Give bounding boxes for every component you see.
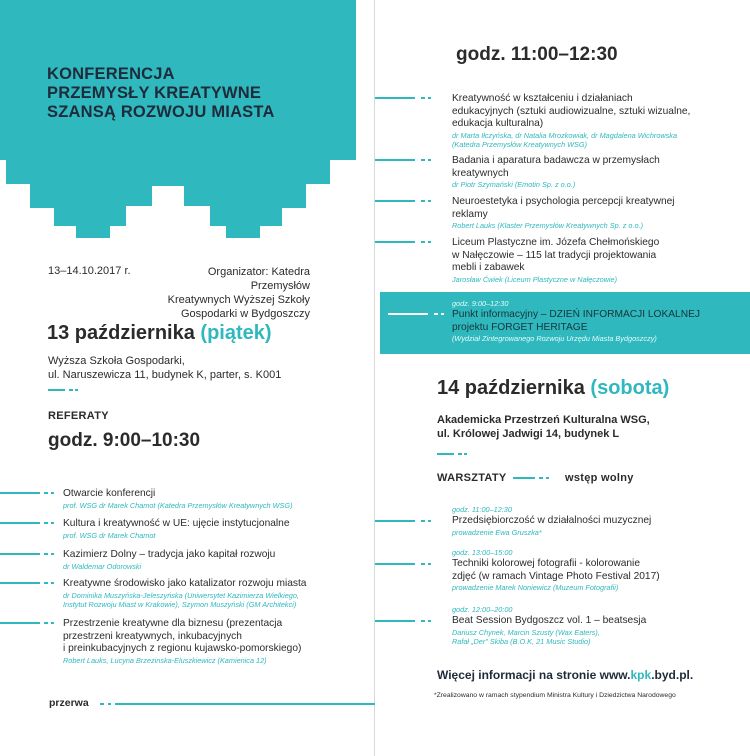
item-title: i preinkubacyjnych z regionu kujawsko-pomorskiego) bbox=[63, 643, 302, 654]
item-title: Kazimierz Dolny – tradycja jako kapitał rozwoju bbox=[63, 549, 276, 560]
item-speakers: prof. WSG dr Marek Chamot bbox=[63, 530, 156, 540]
day1-date: 13 października bbox=[47, 322, 195, 344]
item-speakers: Dariusz Chynek, Marcin Szusty (Wax Eaters), bbox=[452, 627, 600, 637]
item-speakers: Jarosław Ćwiek (Liceum Plastyczne w Nałęczowie) bbox=[452, 274, 618, 284]
item-title: Punkt informacyjny – DZIEŃ INFORMACJI LOKALNEJ bbox=[452, 309, 700, 320]
item-title: Otwarcie konferencji bbox=[63, 488, 156, 499]
break-label: przerwa bbox=[49, 697, 89, 709]
organizer-line: Gospodarki w Bydgoszczy bbox=[181, 308, 310, 320]
footnote: *Zrealizowano w ramach stypendium Ministra Kultury i Dziedzictwa Narodowego bbox=[434, 692, 676, 699]
item-title: projektu FORGET HERITAGE bbox=[452, 321, 588, 333]
organizer-line: Organizator: Katedra Przemysłów bbox=[207, 266, 310, 292]
item-speakers: prowadzenie Marek Noniewicz (Muzeum Fotografii) bbox=[452, 583, 619, 592]
item-speakers: dr Dominika Muszyńska-Jeleszyńska (Uniwersytet Kazimierza Wielkiego, bbox=[63, 590, 299, 600]
item-speakers: dr Marta Iłczyńska, dr Natalia Mrozkowiak, dr Magdalena Wichrowska bbox=[452, 130, 677, 140]
item-speakers: dr Waldemar Odorowski bbox=[63, 561, 142, 571]
item-speakers: (Wydział Zintegrowanego Rozwoju Urzędu Miasta Bydgoszczy) bbox=[452, 334, 657, 343]
item-title: Kreatywne środowisko jako katalizator rozwoju miasta bbox=[63, 578, 307, 589]
list-item bbox=[63, 518, 363, 540]
item-speakers: Robert Lauks (Klaster Przemysłów Kreatywnych Sp. z o.o.) bbox=[452, 221, 644, 230]
list-item bbox=[452, 93, 750, 150]
conference-dates: 13–14.10.2017 r. bbox=[48, 265, 131, 277]
item-marker bbox=[0, 492, 55, 494]
item-title: Kreatywność w kształceniu i działaniach bbox=[452, 93, 633, 104]
item-title: Przestrzenie kreatywne dla biznesu (prezentacja bbox=[63, 618, 283, 629]
session-time-2: godz. 11:00–12:30 bbox=[456, 44, 618, 65]
item-marker bbox=[0, 522, 55, 524]
item-time: godz. 11:00–12:30 bbox=[452, 505, 512, 514]
item-title: Neuroestetyka i psychologia percepcji kreatywnej bbox=[452, 196, 675, 207]
dash-divider bbox=[437, 453, 467, 455]
item-title: zdjęć (w ramach Vintage Photo Festival 2017) bbox=[452, 570, 660, 582]
item-marker bbox=[0, 582, 55, 584]
list-item bbox=[452, 237, 750, 284]
free-entry-label: wstęp wolny bbox=[565, 472, 634, 484]
item-title: kreatywnych bbox=[452, 167, 509, 179]
item-title: edukacyjnych (sztuki audiowizualne, sztuki wizualne, bbox=[452, 105, 691, 117]
title-line: KONFERENCJA bbox=[47, 65, 175, 83]
section-warsztaty: WARSZTATY bbox=[437, 472, 507, 484]
item-title: Techniki kolorowej fotografii - kolorowanie bbox=[452, 558, 640, 569]
list-item bbox=[452, 196, 750, 231]
item-title: Liceum Plastyczne im. Józefa Chełmońskiego bbox=[452, 237, 660, 248]
item-speakers: dr Piotr Szymański (Emotin Sp. z o.o.) bbox=[452, 180, 576, 189]
item-marker bbox=[0, 622, 55, 624]
item-marker bbox=[0, 553, 55, 555]
item-speakers: (Katedra Przemysłów Kreatywnych WSG) bbox=[452, 140, 588, 149]
item-marker bbox=[375, 620, 435, 622]
day2-heading bbox=[437, 377, 669, 400]
venue-line: Wyższa Szkoła Gospodarki, bbox=[48, 355, 185, 367]
item-speakers: Instytut Rozwoju Miast w Krakowie), Szymon Muszyński (GM Architekci) bbox=[63, 600, 297, 609]
item-title: Badania i aparatura badawcza w przemysłach bbox=[452, 155, 660, 166]
item-time: godz. 12:00–20:00 bbox=[452, 605, 513, 614]
dash-divider bbox=[513, 477, 551, 479]
title-line: PRZEMYSŁY KREATYWNE bbox=[47, 84, 262, 102]
item-title: edukacja kulturalna) bbox=[452, 118, 544, 129]
list-item bbox=[63, 578, 368, 610]
item-speakers: prof. WSG dr Marek Chamot (Katedra Przemysłów Kreatywnych WSG) bbox=[63, 500, 293, 510]
venue-line: Akademicka Przestrzeń Kulturalna WSG, bbox=[437, 414, 650, 426]
venue-line: ul. Królowej Jadwigi 14, budynek L bbox=[437, 428, 620, 440]
title-line: SZANSĄ ROZWOJU MIASTA bbox=[47, 103, 275, 121]
item-title: mebli i zabawek bbox=[452, 262, 525, 273]
item-title: Kultura i kreatywność w UE: ujęcie instytucjonalne bbox=[63, 518, 290, 529]
conference-title bbox=[47, 65, 275, 122]
day2-weekday: (sobota) bbox=[590, 377, 670, 399]
info-point-box bbox=[380, 292, 750, 354]
item-title: przestrzeni kreatywnych, inkubacyjnych bbox=[63, 630, 242, 642]
list-item bbox=[63, 618, 368, 665]
item-marker bbox=[375, 241, 435, 243]
day1-weekday: (piątek) bbox=[200, 322, 272, 344]
website-link[interactable]: kpk bbox=[630, 668, 652, 682]
item-time: godz. 9:00–12:30 bbox=[452, 299, 509, 308]
day1-venue bbox=[48, 354, 281, 382]
more-info bbox=[437, 668, 693, 682]
info-item bbox=[452, 299, 747, 344]
session-time-1: godz. 9:00–10:30 bbox=[48, 430, 201, 451]
item-marker bbox=[388, 313, 448, 315]
organizer bbox=[150, 265, 310, 321]
item-marker bbox=[375, 200, 435, 202]
section-referaty: REFERATY bbox=[48, 410, 109, 422]
list-item bbox=[63, 488, 363, 510]
break-marker bbox=[100, 703, 375, 705]
item-title: w Nałęczowie – 115 lat tradycji projektowania bbox=[452, 249, 657, 261]
list-item bbox=[452, 505, 750, 537]
more-info-text: .byd.pl. bbox=[651, 668, 694, 682]
day2-date: 14 października bbox=[437, 377, 585, 399]
item-title: Beat Session Bydgoszcz vol. 1 – beatsesja bbox=[452, 615, 647, 626]
item-speakers: Rafał „Der" Skiba (B.O.K, 21 Music Studio) bbox=[452, 637, 591, 646]
gear-shape-decoration bbox=[0, 0, 356, 248]
list-item bbox=[452, 155, 750, 190]
item-title: reklamy bbox=[452, 208, 488, 220]
list-item bbox=[452, 548, 750, 593]
item-title: Przedsiębiorczość w działalności muzycznej bbox=[452, 515, 652, 526]
item-marker bbox=[375, 520, 435, 522]
column-divider bbox=[374, 0, 375, 756]
venue-line: ul. Naruszewicza 11, budynek K, parter, s. K001 bbox=[48, 369, 282, 381]
item-marker bbox=[375, 97, 435, 99]
item-marker bbox=[375, 563, 435, 565]
list-item bbox=[63, 549, 363, 571]
day1-heading bbox=[47, 322, 272, 345]
item-speakers: Robert Lauks, Lucyna Brzezinska-Eluszkiewicz (Kamienica 12) bbox=[63, 655, 267, 665]
organizer-line: Kreatywnych Wyższej Szkoły bbox=[167, 294, 310, 306]
item-marker bbox=[375, 159, 435, 161]
more-info-text: Więcej informacji na stronie www. bbox=[437, 668, 631, 682]
dash-divider bbox=[48, 389, 78, 391]
day2-venue bbox=[437, 413, 650, 441]
item-time: godz. 13:00–15:00 bbox=[452, 548, 513, 557]
item-speakers: prowadzenie Ewa Gruszka* bbox=[452, 527, 542, 537]
list-item bbox=[452, 605, 750, 647]
